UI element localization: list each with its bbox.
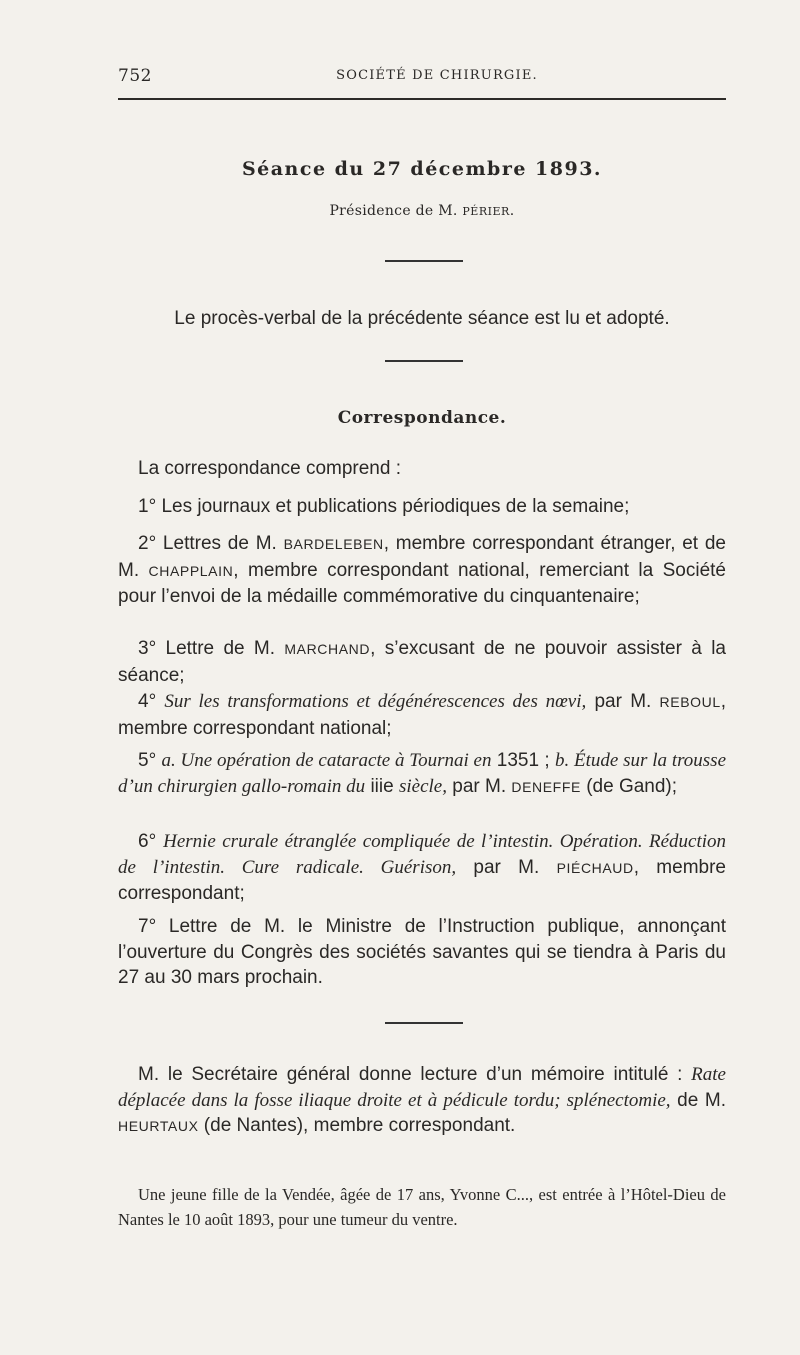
item-text: par M. xyxy=(446,775,512,797)
item-text: 2° Lettres de M. xyxy=(138,533,284,554)
correspondance-item-7: 7° Lettre de M. le Ministre de l’Instruction publique, annonçant l’ouverture du Congrès des sociétés savantes qui se tiendra à Paris du 27 au 30 mars prochain. xyxy=(118,916,726,988)
correspondance-item-1: 1° Les journaux et publications périodiques de la semaine; xyxy=(138,496,630,517)
item-text: par M. xyxy=(586,691,660,712)
item-text: 3° Lettre de M. xyxy=(138,638,285,659)
member-name: MARCHAND xyxy=(284,641,371,657)
correspondance-item-5 xyxy=(118,748,726,800)
member-name: DENEFFE xyxy=(511,778,581,795)
work-title: Hernie crurale étranglée compliquée de l’intestin. Opération. Réduction de l’intestin. Cure radicale. Guérison, xyxy=(118,831,726,878)
item-text: , membre correspondant national, remerciant la Société pour l’envoi de la médaille commémorative du cinquantenaire; xyxy=(118,559,726,607)
item-text: 1351 xyxy=(491,750,540,771)
memoire-text: (de Nantes), membre correspondant. xyxy=(198,1115,516,1136)
item-text: 4° xyxy=(138,691,165,712)
memoire-title: Rate déplacée dans la fosse iliaque droite et à pédicule tordu; splénectomie, xyxy=(118,1064,726,1111)
memoire-text: M. le Secrétaire général donne lecture d’un mémoire intitulé : xyxy=(138,1064,692,1085)
presidence-prefix: Présidence de M. xyxy=(329,203,463,219)
separator-rule xyxy=(385,260,463,262)
observation-paragraph: Une jeune fille de la Vendée, âgée de 17 ans, Yvonne C..., est entrée à l’Hôtel-Dieu de Nantes le 10 août 1893, pour une tumeur du ventre. xyxy=(118,1185,726,1229)
author-name: HEURTAUX xyxy=(118,1118,199,1134)
header-rule xyxy=(118,98,726,100)
item-text: , membre correspondant; xyxy=(118,856,726,904)
session-title: Séance du 27 décembre 1893. xyxy=(241,158,603,180)
item-text: , s’excusant de ne pouvoir assister à la séance; xyxy=(118,638,726,686)
presidence-line xyxy=(118,203,726,219)
president-name: PÉRIER xyxy=(462,205,510,218)
separator-rule xyxy=(385,360,463,362)
correspondance-item-6 xyxy=(118,829,726,907)
correspondance-intro: La correspondance comprend : xyxy=(138,458,401,479)
item-text: par M. xyxy=(456,856,557,878)
work-title: Sur les transformations et dégénérescences des nœvi, xyxy=(164,691,587,712)
correspondance-item-3 xyxy=(118,636,726,688)
work-title: b. Étude sur la trousse d’un chirurgien gallo-romain du xyxy=(118,750,727,797)
separator-rule xyxy=(385,1022,463,1024)
item-text: 5° xyxy=(138,750,162,771)
item-text: ; xyxy=(539,750,555,771)
memoire-text: de M. xyxy=(670,1089,726,1111)
running-title: SOCIÉTÉ DE CHIRURGIE. xyxy=(336,68,538,83)
item-text: , membre correspondant national; xyxy=(118,691,727,739)
work-title: siècle, xyxy=(398,775,447,797)
page-header xyxy=(118,66,726,96)
member-name: CHAPPLAIN xyxy=(148,562,234,579)
memoire-paragraph xyxy=(118,1062,726,1140)
section-heading: Correspondance. xyxy=(337,408,507,428)
page-number: 752 xyxy=(118,66,152,86)
item-text: (de Gand); xyxy=(580,775,678,797)
member-name: BARDELEBEN xyxy=(283,536,384,552)
correspondance-item-2 xyxy=(118,531,726,610)
item-text: iiie xyxy=(365,775,399,797)
work-title: a. Une opération de cataracte à Tournai en xyxy=(161,750,492,771)
member-name: PIÉCHAUD xyxy=(556,859,634,876)
item-text: , membre correspondant étranger, et de M. xyxy=(118,533,726,581)
presidence-suffix: . xyxy=(509,203,515,219)
item-text: 6° xyxy=(138,831,164,852)
member-name: REBOUL xyxy=(659,694,721,710)
correspondance-item-4 xyxy=(118,689,726,741)
proces-verbal: Le procès-verbal de la précédente séance est lu et adopté. xyxy=(174,308,670,329)
